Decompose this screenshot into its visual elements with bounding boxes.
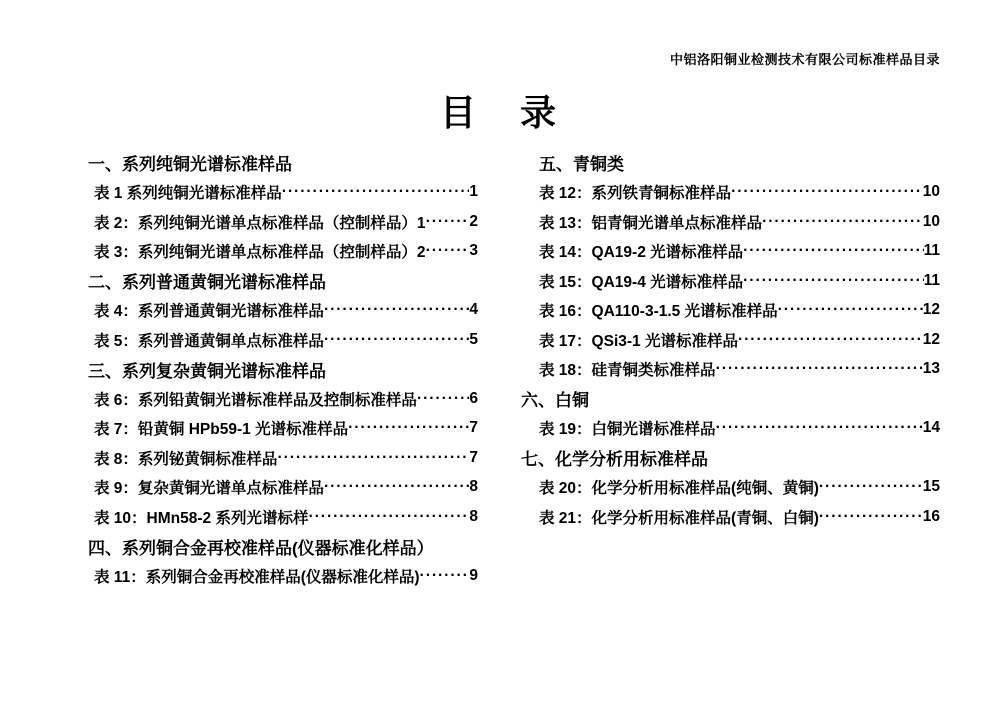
- toc-entry-label: 表 12：系列铁青铜标准样品: [539, 185, 732, 203]
- toc-entry-label: 表 13：铝青铜光谱单点标准样品: [539, 214, 763, 232]
- toc-entry-label: 表 18：硅青铜类标准样品: [539, 362, 716, 380]
- toc-entry: [521, 178, 940, 208]
- toc-entry-label: 表 16：QA110-3-1.5 光谱标准样品: [539, 303, 778, 321]
- toc-entry: [521, 266, 940, 296]
- dot-leader: [738, 331, 923, 349]
- toc-entry-page-number: 2: [469, 212, 478, 230]
- dot-leader: [743, 242, 923, 260]
- toc-entry-page-number: 15: [922, 478, 940, 496]
- dot-leader: [426, 242, 470, 260]
- dot-leader: [426, 213, 470, 231]
- toc-section-heading: 七、化学分析用标准样品: [521, 450, 708, 470]
- toc-entry-label: 表 9：复杂黄铜光谱单点标准样品: [94, 480, 324, 498]
- toc-column-right: [521, 148, 940, 532]
- toc-entry-label: 表 2：系列纯铜光谱单点标准样品（控制样品）1: [94, 214, 426, 232]
- dot-leader: [762, 213, 923, 231]
- toc-section-heading: 三、系列复杂黄铜光谱标准样品: [88, 361, 326, 381]
- toc-entry: [521, 355, 940, 385]
- toc-entry-label: 表 1 系列纯铜光谱标准样品: [94, 185, 282, 203]
- dot-leader: [778, 301, 923, 319]
- toc-entry-page-number: 5: [469, 330, 478, 348]
- toc-entry-page-number: 10: [922, 183, 940, 201]
- toc-section-heading: 六、白铜: [521, 391, 589, 411]
- toc-entry: [521, 237, 940, 267]
- toc-section-heading: 一、系列纯铜光谱标准样品: [88, 155, 292, 175]
- dot-leader: [417, 390, 469, 408]
- toc-entry: [88, 443, 478, 473]
- toc-entry-page-number: 1: [469, 183, 478, 201]
- toc-entry-page-number: 7: [469, 448, 478, 466]
- dot-leader: [282, 183, 470, 201]
- toc-entry-label: 表 7：铅黄铜 HPb59-1 光谱标准样品: [94, 421, 349, 439]
- toc-entry: [88, 325, 478, 355]
- toc-entry-page-number: 3: [469, 242, 478, 260]
- toc-entry-page-number: 16: [922, 507, 940, 525]
- toc-entry: [88, 473, 478, 503]
- dot-leader: [277, 449, 469, 467]
- toc-entry-page-number: 4: [469, 301, 478, 319]
- toc-entry-label: 表 20：化学分析用标准样品(纯铜、黄铜): [539, 480, 819, 498]
- toc-entry-label: 表 14：QA19-2 光谱标准样品: [539, 244, 744, 262]
- toc-entry-page-number: 10: [922, 212, 940, 230]
- toc-entry: [521, 502, 940, 532]
- dot-leader: [743, 272, 923, 290]
- toc-entry: [88, 237, 478, 267]
- toc-entry-page-number: 8: [469, 507, 478, 525]
- toc-entry-page-number: 6: [469, 389, 478, 407]
- toc-entry: [88, 207, 478, 237]
- toc-entry-label: 表 19：白铜光谱标准样品: [539, 421, 716, 439]
- toc-entry-label: 表 8：系列铋黄铜标准样品: [94, 450, 278, 468]
- toc-entry: [521, 473, 940, 503]
- dot-leader: [716, 419, 923, 437]
- toc-entry: [88, 178, 478, 208]
- toc-entry-label: 表 10：HMn58-2 系列光谱标样: [94, 509, 309, 527]
- toc-section-heading: 二、系列普通黄铜光谱标准样品: [88, 273, 326, 293]
- toc-section-heading: 四、系列铜合金再校准样品(仪器标准化样品）: [88, 538, 434, 558]
- dot-leader: [819, 508, 923, 526]
- toc-entry-page-number: 9: [469, 566, 478, 584]
- dot-leader: [324, 301, 469, 319]
- toc-column-left: [88, 148, 478, 591]
- toc-entry: [88, 502, 478, 532]
- toc-entry-page-number: 8: [469, 478, 478, 496]
- toc-entry: [521, 325, 940, 355]
- toc-entry-label: 表 21：化学分析用标准样品(青铜、白铜): [539, 509, 819, 527]
- toc-entry: [88, 384, 478, 414]
- toc-entry-label: 表 4：系列普通黄铜光谱标准样品: [94, 303, 324, 321]
- toc-entry-page-number: 12: [922, 301, 940, 319]
- dot-leader: [348, 419, 469, 437]
- toc-entry-page-number: 12: [922, 330, 940, 348]
- toc-entry-page-number: 13: [922, 360, 940, 378]
- dot-leader: [308, 508, 469, 526]
- toc-entry-page-number: 11: [923, 271, 940, 289]
- toc-entry-label: 表 6：系列铅黄铜光谱标准样品及控制标准样品: [94, 391, 417, 409]
- dot-leader: [420, 567, 470, 585]
- toc-entry: [521, 207, 940, 237]
- toc-entry-page-number: 14: [922, 419, 940, 437]
- toc-entry-label: 表 5：系列普通黄铜单点标准样品: [94, 332, 324, 350]
- toc-entry: [88, 414, 478, 444]
- dot-leader: [324, 478, 469, 496]
- toc-section-heading: 五、青铜类: [539, 155, 624, 175]
- page-title: 目 录: [439, 92, 560, 133]
- toc-entry: [521, 296, 940, 326]
- toc-entry-label: 表 3：系列纯铜光谱单点标准样品（控制样品）2: [94, 244, 426, 262]
- toc-entry: [88, 296, 478, 326]
- toc-entry-page-number: 11: [923, 242, 940, 260]
- toc-entry-label: 表 17：QSi3-1 光谱标准样品: [539, 332, 738, 350]
- dot-leader: [819, 478, 923, 496]
- toc-entry-label: 表 15：QA19-4 光谱标准样品: [539, 273, 744, 291]
- toc-entry-label: 表 11：系列铜合金再校准样品(仪器标准化样品): [94, 568, 420, 586]
- dot-leader: [716, 360, 923, 378]
- dot-leader: [324, 331, 469, 349]
- toc-entry: [88, 561, 478, 591]
- running-header: 中铝洛阳铜业检测技术有限公司标准样品目录: [669, 52, 940, 67]
- toc-entry-page-number: 7: [469, 419, 478, 437]
- dot-leader: [731, 183, 923, 201]
- toc-entry: [521, 414, 940, 444]
